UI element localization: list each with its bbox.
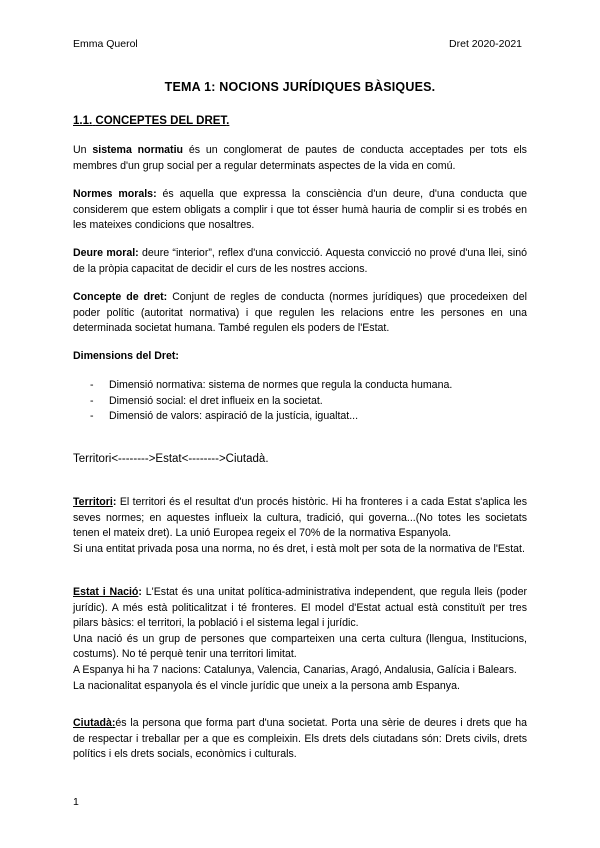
paragraph-ciutada: [73, 716, 527, 763]
section-suffix: .: [226, 115, 230, 127]
paragraph-sistema-normatiu: [73, 143, 527, 174]
normes-text: és aquella que expressa la consciència d'un deure, d'una conducta que considerem que estem obligats a complir i que tot ésser humà hauria de complir si es trobés en les mateixes condicions que nosaltres.: [73, 188, 527, 232]
territori-colon: :: [112, 496, 117, 508]
list-item: - Dimensió de valors: aspiració de la justícia, igualtat...: [73, 409, 527, 425]
term-deure-moral: Deure moral:: [73, 247, 139, 259]
sistema-text: és un conglomerat de pautes de conducta acceptades per tots els membres d'un grup social per a regular determinats aspectes de la vida en comú.: [73, 144, 527, 172]
page-number: 1: [73, 796, 79, 808]
term-territori: Territori: [73, 496, 113, 508]
header-course: Dret 2020-2021: [449, 38, 522, 50]
list-item: - Dimensió social: el dret influeix en la societat.: [73, 394, 527, 410]
term-concepte-dret: Concepte de dret:: [73, 291, 168, 303]
paragraph-estat-nacio: [73, 585, 527, 694]
paragraph-deure-moral: [73, 246, 527, 277]
estat-text2: Una nació és un grup de persones que comparteixen una certa cultura (llengua, Institucions, costums). No té perquè tenir una territori limitat.: [73, 632, 527, 661]
estat-text4: La nacionalitat espanyola és el vincle jurídic que uneix a la persona amb Espanya.: [73, 679, 460, 692]
list-item: - Dimensió normativa: sistema de normes que regula la conducta humana.: [73, 378, 527, 394]
section-number: 1.1.: [73, 115, 93, 127]
term-sistema-normatiu: sistema normatiu: [92, 144, 184, 156]
concepte-text: Conjunt de regles de conducta (normes jurídiques) que procedeixen del poder polític (autoritat normativa) i que regulen les relacions entre les persones en una determinada societat humana. També regulen els poders de l'Estat.: [73, 291, 527, 335]
section-heading: [73, 114, 229, 130]
paragraph-normes-morals: [73, 187, 527, 234]
dimensions-heading: [73, 349, 527, 365]
dimensions-title: Dimensions del Dret:: [73, 350, 179, 362]
ciutada-text: és la persona que forma part d'una societat. Porta una sèrie de deures i drets que ha de respectar i treballar per a que es compleixin. Els drets dels ciutadans són: Drets civils, drets polítics i els drets socials, econòmics i culturals.: [73, 717, 527, 761]
territori-estat-ciutada-line: Territori<-------->Estat<-------->Ciutadà.: [73, 453, 269, 465]
section-title: CONCEPTES DEL DRET: [95, 115, 227, 127]
dimensions-list: [73, 378, 527, 425]
document-title: TEMA 1: NOCIONS JURÍDIQUES BÀSIQUES.: [164, 80, 436, 94]
paragraph-territori: [73, 495, 527, 557]
header-author: Emma Querol: [73, 38, 138, 50]
estat-text: L'Estat és una unitat política-administrativa independent, que regula lleis (poder jurídic). A més està politicalitzat i té fronteres. El model d'Estat actual està constituït per tres pilars bàsics: el territori, la població i el sistema legal i jurídic.: [73, 586, 527, 630]
deure-text: deure “interior”, reflex d'una convicció. Aquesta convicció no prové d'una llei, sinó de la pròpia capacitat de decidir el curs de les nostres accions.: [73, 247, 527, 275]
paragraph-concepte-dret: [73, 290, 527, 337]
estat-colon: :: [138, 586, 142, 598]
term-ciutada: Ciutadà:: [73, 717, 116, 729]
term-normes-morals: Normes morals:: [73, 188, 157, 200]
estat-text3: A Espanya hi ha 7 nacions: Catalunya, Valencia, Canarias, Aragó, Andalusia, Galícia i Balears.: [73, 663, 517, 676]
territori-text: El territori és el resultat d'un procés històric. Hi ha fronteres i a cada Estat s'aplica les seves normes; en aquestes influeix la cultura, tradició, qui governa...(No totes les societats tenen el mateix dret). La unió Europea regeix el 70% de la normativa Espanyola.: [73, 496, 527, 540]
territori-text2: Si una entitat privada posa una norma, no és dret, i està molt per sota de la normativa de l'Estat.: [73, 542, 525, 555]
term-estat-nacio: Estat i Nació: [73, 586, 139, 598]
sistema-pre: Un: [73, 144, 93, 156]
